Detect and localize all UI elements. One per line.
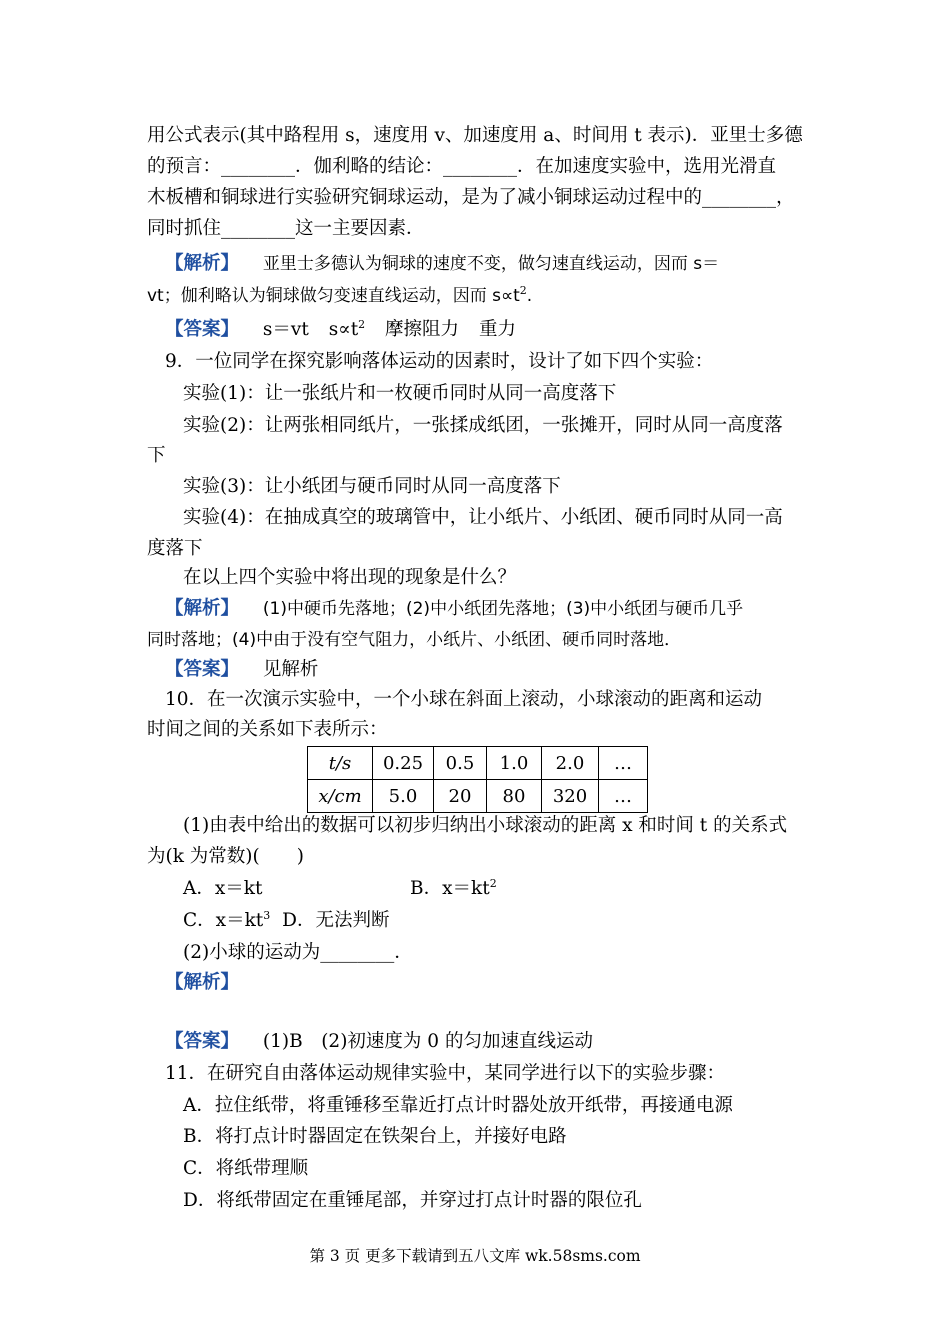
answer-tag: 【答案】	[165, 1031, 240, 1052]
p8-explanation-text-1: 亚里士多德认为铜球的速度不变，做匀速直线运动，因而 s＝	[262, 254, 720, 274]
p10-answer	[165, 1027, 593, 1057]
p10-q1-line-2: 为(k 为常数)( )	[147, 846, 304, 867]
p9-answer	[165, 655, 318, 685]
table-cell: 80	[487, 780, 542, 813]
table-cell: 5.0	[373, 780, 434, 813]
p8-explanation-sup: 2	[519, 283, 527, 297]
table-row-head: x/cm	[308, 780, 373, 813]
p9-exp-4: 实验(4)：在抽成真空的玻璃管中，让小纸片、小纸团、硬币同时从同一高	[183, 507, 783, 528]
data-table	[307, 746, 648, 813]
explanation-tag: 【解析】	[165, 598, 240, 619]
table-cell: 0.25	[373, 747, 434, 780]
p9-explanation	[165, 594, 743, 624]
p10-option-c: C．$x=kt^3$	[183, 908, 271, 931]
table-cell: …	[599, 747, 648, 780]
p9-exp-4-cont: 度落下	[147, 538, 203, 559]
table-cell: 20	[434, 780, 487, 813]
p10-option-d: D．无法判断	[282, 910, 390, 931]
p10-stem-2: 时间之间的关系如下表所示：	[147, 719, 388, 740]
p8-answer-1: s＝vt	[262, 319, 309, 340]
explanation-tag: 【解析】	[165, 972, 240, 993]
p11-stem: 11．在研究自由落体运动规律实验中，某同学进行以下的实验步骤：	[165, 1063, 726, 1084]
answer-tag: 【答案】	[165, 319, 240, 340]
table-row-head: t/s	[308, 747, 373, 780]
p8-explanation-cont	[147, 281, 532, 311]
answer-tag: 【答案】	[165, 659, 240, 680]
p9-exp-1: 实验(1)：让一张纸片和一枚硬币同时从同一高度落下	[183, 383, 617, 404]
p11-step-a: A．拉住纸带，将重锤移至靠近打点计时器处放开纸带，再接通电源	[183, 1095, 733, 1116]
p8-line-4: 同时抓住________这一主要因素．	[147, 218, 425, 239]
p8-explanation-text-2: vt；伽利略认为铜球做匀变速直线运动，因而 s∝t	[147, 286, 520, 306]
p9-answer-text: 见解析	[262, 659, 319, 680]
table-row	[308, 780, 648, 813]
p10-answer-text: (1)B (2)初速度为 0 的匀加速直线运动	[262, 1031, 593, 1052]
p8-answer-2-sup: 2	[358, 317, 366, 331]
p8-answer-2: s∝t	[328, 319, 359, 340]
p8-line-2: 的预言：________．伽利略的结论：________．在加速度实验中，选用光滑直	[147, 156, 777, 177]
p9-exp-3: 实验(3)：让小纸团与硬币同时从同一高度落下	[183, 476, 561, 497]
p8-explanation-end: .	[526, 286, 533, 306]
table-cell: …	[599, 780, 648, 813]
p9-explanation-text-2: 同时落地；(4)中由于没有空气阻力，小纸片、小纸团、硬币同时落地．	[147, 630, 682, 650]
p9-explanation-text-1: (1)中硬币先落地；(2)中小纸团先落地；(3)中小纸团与硬币几乎	[262, 599, 744, 619]
p11-step-b: B．将打点计时器固定在铁架台上，并接好电路	[183, 1126, 567, 1147]
p9-exp-2: 实验(2)：让两张相同纸片，一张揉成纸团，一张摊开，同时从同一高度落	[183, 415, 783, 436]
p10-option-c-d	[183, 906, 389, 936]
table-cell: 320	[542, 780, 599, 813]
p10-q2: (2)小球的运动为________．	[183, 942, 413, 963]
p8-answer-3: 摩擦阻力	[385, 319, 460, 340]
p11-step-c: C．将纸带理顺	[183, 1158, 309, 1179]
p9-stem: 9．一位同学在探究影响落体运动的因素时，设计了如下四个实验：	[165, 351, 714, 372]
p8-explanation	[165, 249, 719, 279]
p9-question: 在以上四个实验中将出现的现象是什么？	[183, 567, 517, 588]
table-cell: 0.5	[434, 747, 487, 780]
p11-step-d: D．将纸带固定在重锤尾部，并穿过打点计时器的限位孔	[183, 1190, 642, 1211]
p9-exp-2-cont: 下	[147, 445, 166, 466]
p8-answer-4: 重力	[478, 319, 516, 340]
p8-answer	[165, 315, 516, 345]
p10-option-b: B．$x=kt^2$	[410, 876, 497, 899]
p10-option-a: A．x＝kt	[183, 878, 263, 899]
page-footer: 第 3 页 更多下载请到五八文库 wk.58sms.com	[309, 1247, 641, 1265]
p8-line-1: 用公式表示(其中路程用 s，速度用 v、加速度用 a、时间用 t 表示)．亚里士多德	[147, 125, 803, 146]
p10-q1-line-1: (1)由表中给出的数据可以初步归纳出小球滚动的距离 x 和时间 t 的关系式	[183, 815, 788, 836]
p10-explanation	[165, 968, 239, 998]
p8-line-3: 木板槽和铜球进行实验研究铜球运动，是为了减小铜球运动过程中的________，	[147, 187, 795, 208]
table-cell: 1.0	[487, 747, 542, 780]
explanation-tag: 【解析】	[165, 253, 240, 274]
table-cell: 2.0	[542, 747, 599, 780]
table-row	[308, 747, 648, 780]
p10-stem-1: 10．在一次演示实验中，一个小球在斜面上滚动，小球滚动的距离和运动	[165, 689, 763, 710]
